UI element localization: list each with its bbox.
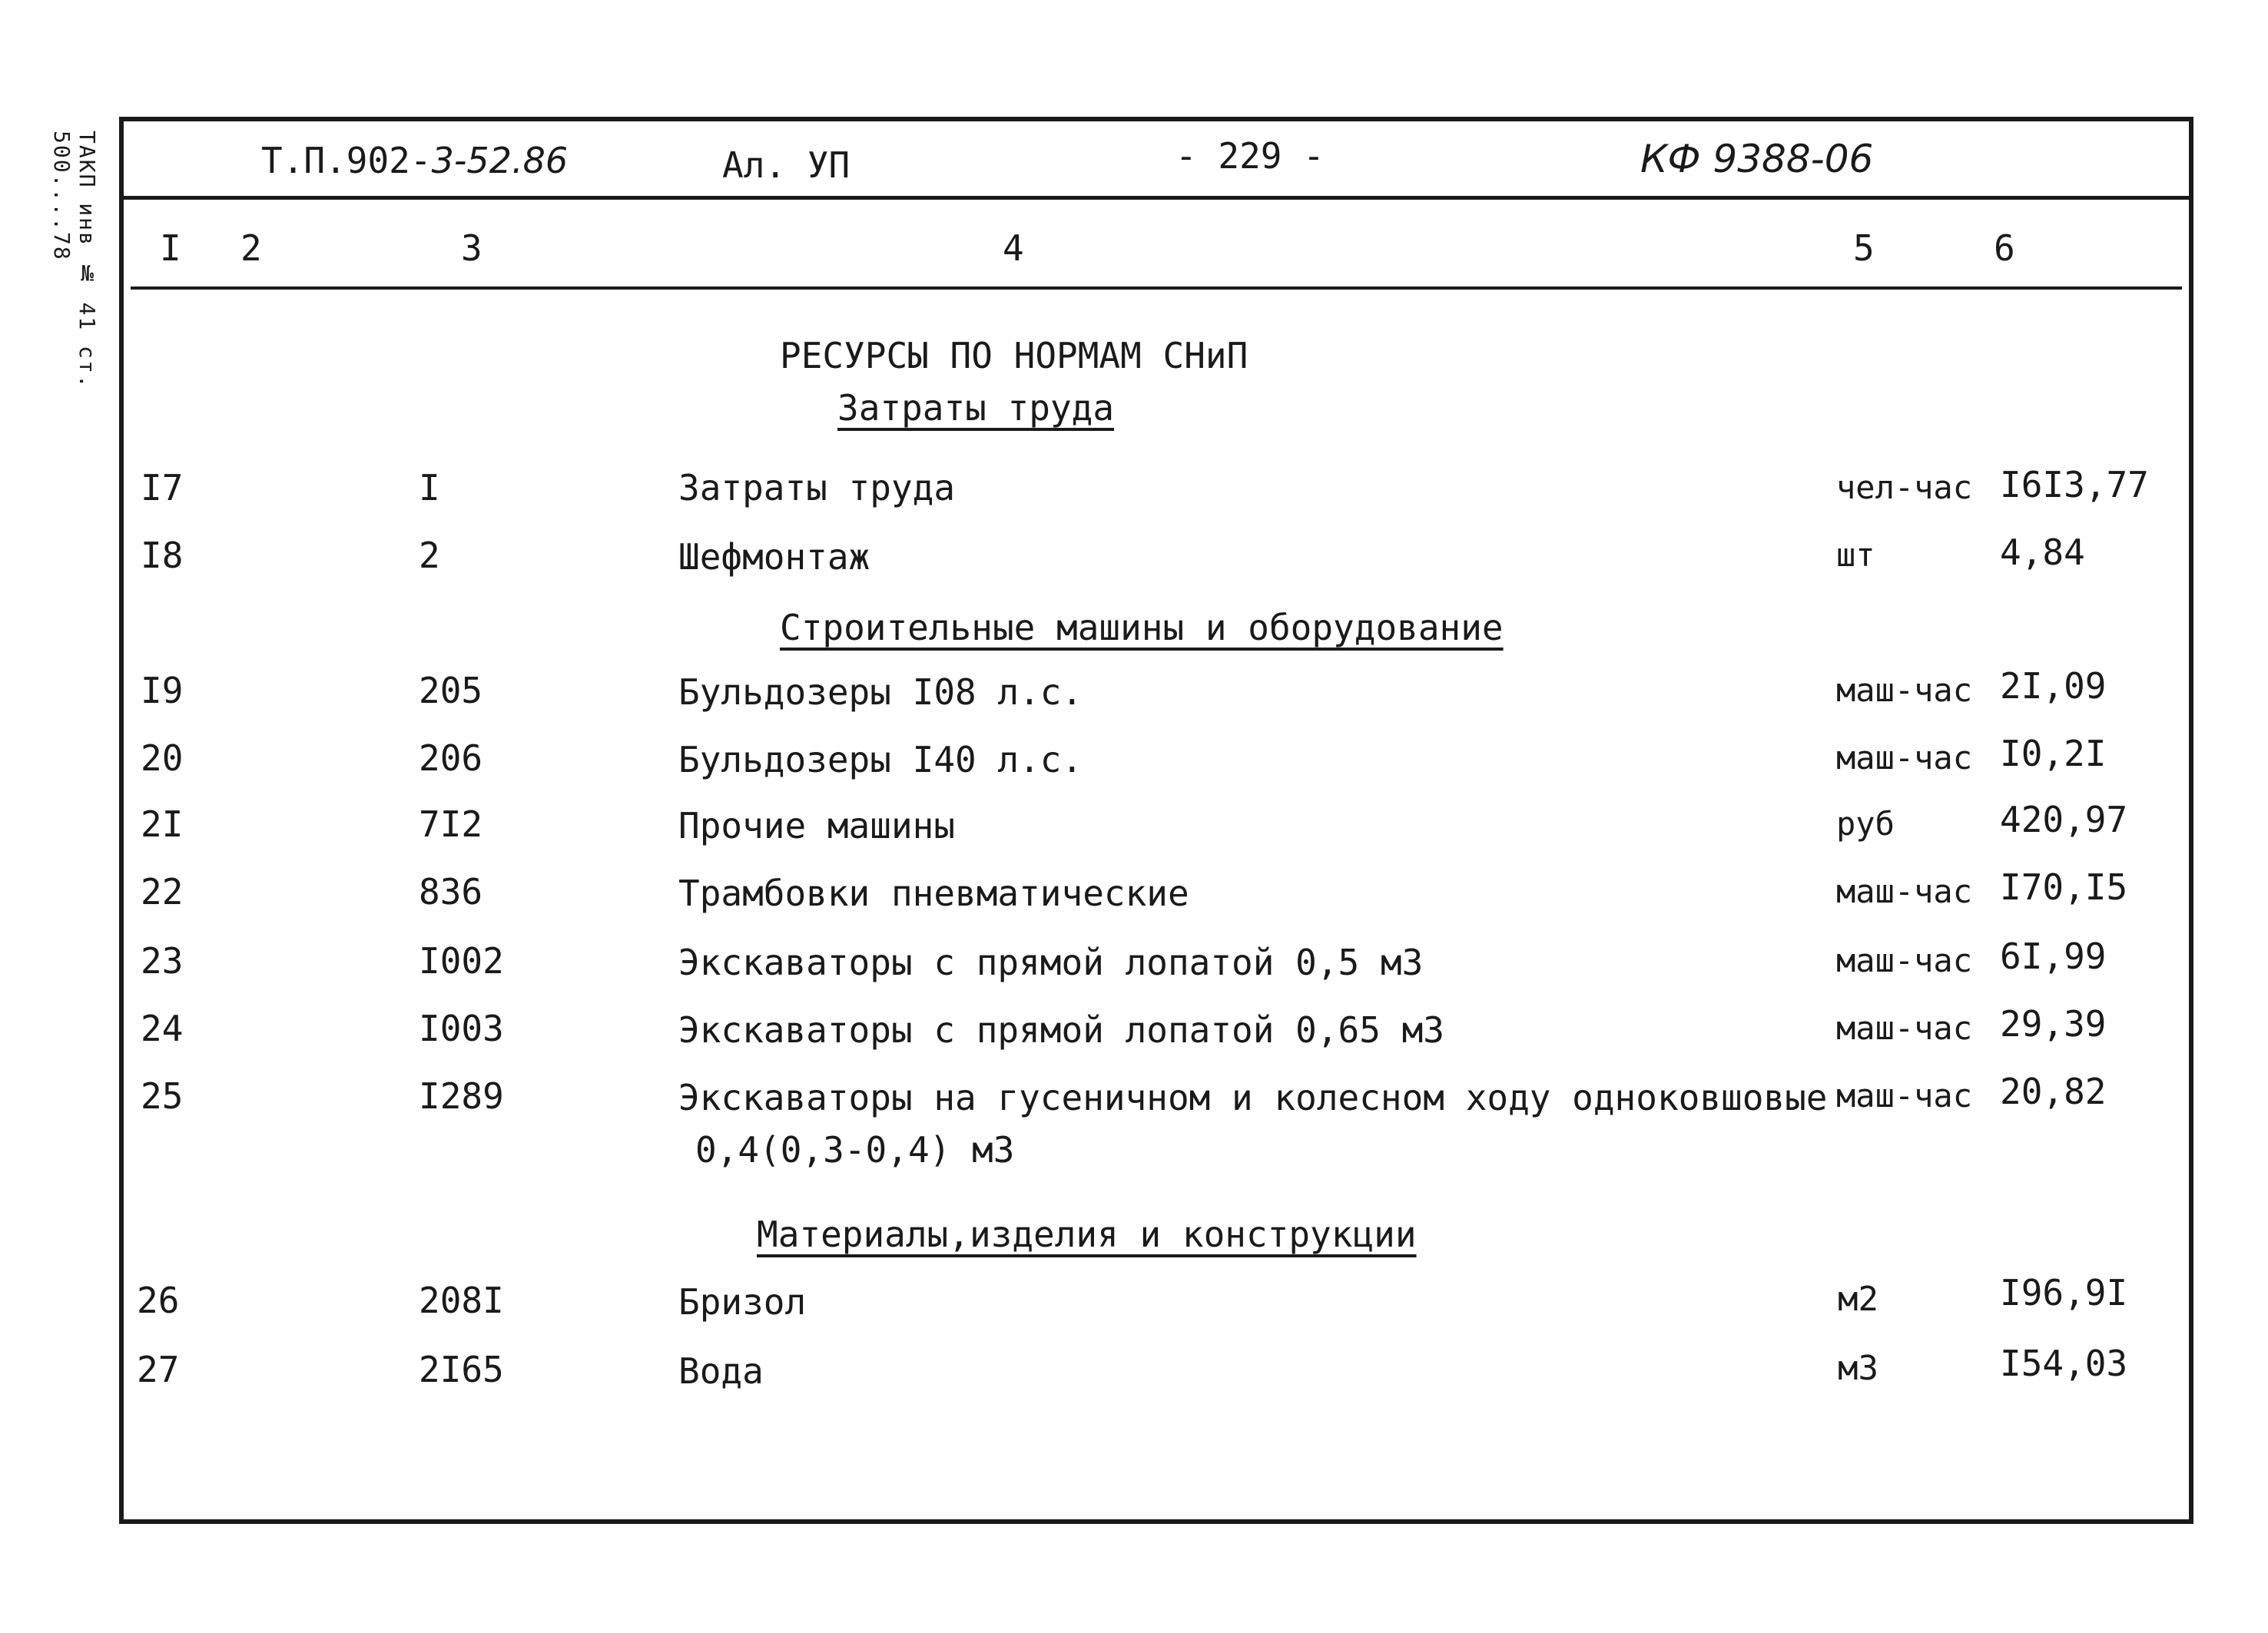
column-numbers-divider — [131, 287, 2182, 290]
resource-code: 208I — [419, 1280, 504, 1321]
row-number: 25 — [141, 1075, 184, 1117]
resource-code: 2I65 — [419, 1349, 504, 1390]
resource-name: Прочие машины — [678, 805, 956, 846]
album-label: Ал. УП — [722, 144, 850, 186]
doc-code — [261, 140, 569, 181]
resource-code: 7I2 — [419, 803, 483, 845]
resource-name: Экскаваторы с прямой лопатой 0,65 м3 — [678, 1009, 1444, 1051]
resource-name: Экскаваторы на гусеничном и колесном ходу одноковшовые — [678, 1077, 1828, 1118]
unit: маш-час — [1836, 942, 1973, 979]
doc-code-handwritten: 3-52.86 — [431, 140, 569, 181]
row-number: 2I — [141, 803, 184, 845]
resource-name: Трамбовки пневматические — [678, 873, 1189, 914]
stamp-number: КФ 9388-06 — [1640, 137, 1874, 181]
quantity: I70,I5 — [2000, 866, 2128, 908]
quantity: 420,97 — [2000, 799, 2128, 840]
quantity: I0,2I — [2000, 733, 2107, 774]
unit: чел-час — [1836, 469, 1973, 506]
column-number-4: 4 — [1003, 227, 1024, 269]
unit: маш-час — [1836, 671, 1973, 709]
resource-name: Вода — [678, 1350, 764, 1392]
section-heading-machinery: Строительные машины и оборудование — [780, 607, 1504, 648]
unit: маш-час — [1836, 1077, 1973, 1115]
row-number: I8 — [141, 535, 184, 576]
column-number-6: 6 — [1994, 227, 2015, 269]
unit: маш-час — [1836, 739, 1973, 777]
quantity: 20,82 — [2000, 1071, 2107, 1112]
resource-code: 205 — [419, 670, 483, 711]
column-number-3: 3 — [461, 227, 482, 269]
quantity: 29,39 — [2000, 1003, 2107, 1045]
resource-code: I003 — [419, 1008, 504, 1049]
row-number: 27 — [137, 1349, 180, 1390]
column-number-1: I — [160, 227, 181, 269]
resource-code: I — [419, 467, 440, 508]
row-number: 26 — [137, 1280, 180, 1321]
quantity: 2I,09 — [2000, 665, 2107, 707]
resources-title: РЕСУРСЫ ПО НОРМАМ СНиП — [780, 335, 1248, 376]
row-number: 23 — [141, 940, 184, 982]
unit: маш-час — [1836, 873, 1973, 910]
resource-name: Бризол — [678, 1281, 807, 1323]
resource-name: Шефмонтаж — [678, 536, 870, 578]
row-number: I7 — [141, 467, 184, 508]
resource-code: 2 — [419, 535, 440, 576]
resource-code: I002 — [419, 940, 504, 982]
section-heading-labor: Затраты труда — [837, 387, 1115, 429]
unit: руб — [1836, 805, 1895, 843]
page-number: - 229 - — [1175, 135, 1325, 177]
resource-name: Бульдозеры I40 л.с. — [678, 739, 1083, 780]
row-number: 20 — [141, 737, 184, 779]
quantity: I6I3,77 — [2000, 464, 2149, 505]
column-number-5: 5 — [1853, 227, 1875, 269]
unit: маш-час — [1836, 1009, 1973, 1047]
unit: шт — [1836, 536, 1875, 574]
resource-name: Экскаваторы с прямой лопатой 0,5 м3 — [678, 942, 1424, 983]
resource-name-continued: 0,4(0,3-0,4) м3 — [695, 1129, 1015, 1171]
quantity: I96,9I — [2000, 1272, 2128, 1313]
resource-name: Бульдозеры I08 л.с. — [678, 671, 1083, 713]
quantity: 6I,99 — [2000, 936, 2107, 977]
row-number: 22 — [141, 871, 184, 913]
unit: м2 — [1838, 1280, 1878, 1319]
row-number: 24 — [141, 1008, 184, 1049]
column-number-2: 2 — [240, 227, 262, 269]
resource-code: 836 — [419, 871, 483, 913]
doc-code-printed: Т.П.902- — [261, 140, 432, 181]
margin-note: ТАКП инв № 41 ст. 500....78 — [49, 131, 100, 389]
quantity: I54,03 — [2000, 1343, 2128, 1384]
resource-name: Затраты труда — [678, 467, 956, 508]
resource-code: I289 — [419, 1075, 504, 1117]
unit: м3 — [1838, 1349, 1878, 1388]
section-heading-materials: Материалы,изделия и конструкции — [757, 1214, 1417, 1255]
header-divider — [124, 196, 2189, 200]
quantity: 4,84 — [2000, 532, 2085, 573]
row-number: I9 — [141, 670, 184, 711]
resource-code: 206 — [419, 737, 483, 779]
